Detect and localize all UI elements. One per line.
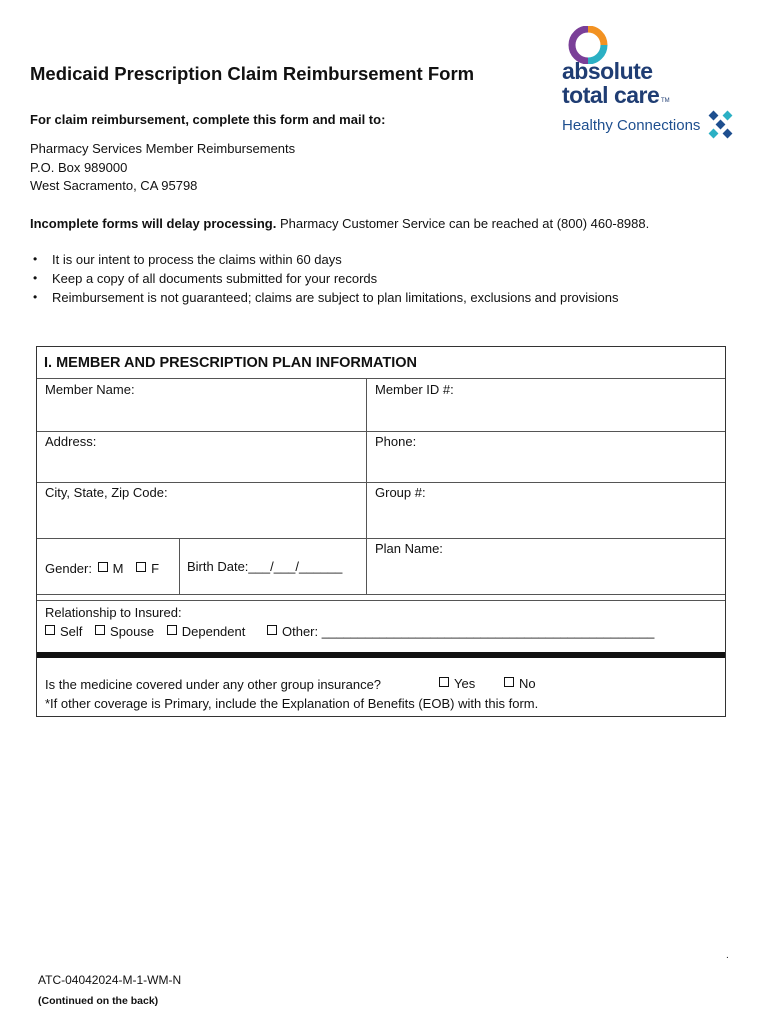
insurance-yes-option <box>437 676 475 691</box>
other-insurance-question: Is the medicine covered under any other group insurance? <box>45 677 382 692</box>
gender-field <box>45 561 159 576</box>
section-title: I. MEMBER AND PRESCRIPTION PLAN INFORMATION <box>44 355 417 371</box>
gender-m-checkbox[interactable] <box>98 562 108 572</box>
phone-field[interactable]: Phone: <box>375 434 417 449</box>
no-checkbox[interactable] <box>504 677 514 687</box>
relationship-label: Relationship to Insured: <box>45 605 182 620</box>
processing-notice <box>30 216 649 231</box>
mailing-address <box>30 140 295 196</box>
member-name-field[interactable]: Member Name: <box>45 382 135 397</box>
no-label: No <box>519 676 536 691</box>
self-label: Self <box>60 624 83 639</box>
dependent-checkbox[interactable] <box>167 625 177 635</box>
list-item: • Reimbursement is not guaranteed; claims are subject to plan limitations, exclusions and provisions <box>30 288 619 307</box>
address-line-1: Pharmacy Services Member Reimbursements <box>30 141 296 156</box>
member-plan-section <box>36 346 726 717</box>
gender-m-label: M <box>112 561 124 576</box>
yes-label: Yes <box>454 676 476 691</box>
divider <box>37 378 725 379</box>
healthy-connections-x-icon <box>708 110 734 140</box>
birth-date-field[interactable]: Birth Date:___/___/______ <box>187 559 343 574</box>
self-checkbox[interactable] <box>45 625 55 635</box>
other-field[interactable]: Other: ______________________________________________ <box>282 624 655 639</box>
member-id-field[interactable]: Member ID #: <box>375 382 454 397</box>
divider <box>37 594 725 595</box>
insurance-no-option <box>502 676 536 691</box>
processing-notice-bold: Incomplete forms will delay processing. <box>30 216 277 231</box>
processing-notice-rest: Pharmacy Customer Service can be reached at (800) 460-8988. <box>276 216 650 231</box>
bullet-list <box>30 250 619 307</box>
plan-name-field[interactable]: Plan Name: <box>375 541 443 556</box>
address-field[interactable]: Address: <box>45 434 97 449</box>
divider <box>37 482 725 483</box>
group-number-field[interactable]: Group #: <box>375 485 426 500</box>
divider <box>37 600 725 601</box>
list-item: • Keep a copy of all documents submitted for your records <box>30 269 619 288</box>
form-title: Medicaid Prescription Claim Reimbursement Form <box>30 63 475 84</box>
spouse-checkbox[interactable] <box>95 625 105 635</box>
relationship-options <box>43 624 654 639</box>
spouse-label: Spouse <box>110 624 155 639</box>
gender-f-label: F <box>151 561 160 576</box>
section-separator-bar <box>37 652 725 658</box>
address-line-2: P.O. Box 989000 <box>30 159 128 175</box>
logo-wordmark-line1: absolute <box>562 58 653 84</box>
continued-note: (Continued on the back) <box>38 995 159 1007</box>
city-state-zip-field[interactable]: City, State, Zip Code: <box>45 485 168 500</box>
address-line-3: West Sacramento, CA 95798 <box>30 178 198 193</box>
divider <box>366 378 367 594</box>
divider <box>179 538 180 594</box>
form-code: ATC-04042024-M-1-WM-N <box>38 973 182 987</box>
eob-note: *If other coverage is Primary, include the Explanation of Benefits (EOB) with this form. <box>45 696 539 711</box>
gender-f-checkbox[interactable] <box>136 562 146 572</box>
divider <box>37 538 725 539</box>
other-checkbox[interactable] <box>267 625 277 635</box>
mail-instruction: For claim reimbursement, complete this form and mail to: <box>30 112 386 127</box>
yes-checkbox[interactable] <box>439 677 449 687</box>
gender-label: Gender: <box>45 561 92 576</box>
page-mark: . <box>726 950 729 961</box>
logo-trademark: TM <box>661 98 670 104</box>
logo-tagline: Healthy Connections <box>562 117 701 134</box>
list-item: • It is our intent to process the claims within 60 days <box>30 250 619 269</box>
divider <box>37 431 725 432</box>
logo-wordmark-line2: total care <box>562 82 660 108</box>
dependent-label: Dependent <box>181 624 246 639</box>
